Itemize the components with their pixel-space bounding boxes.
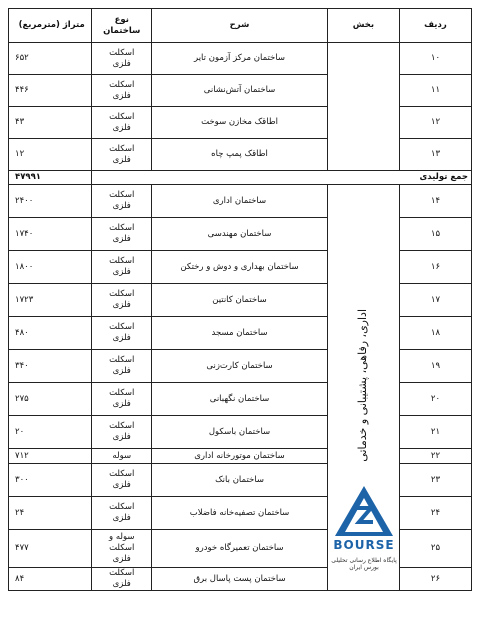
building-type-line: فلزی xyxy=(112,579,131,589)
description-cell: ساختمان باسکول xyxy=(152,416,328,449)
table-row xyxy=(9,107,472,139)
building-type-line: اسکلت xyxy=(109,143,135,154)
header-section: بخش xyxy=(327,9,399,43)
bourse-logo-mark xyxy=(329,482,399,538)
building-type-line: فلزی xyxy=(112,480,131,490)
row-number: ۲۴ xyxy=(399,497,471,530)
building-type-line: فلزی xyxy=(112,122,131,133)
building-type-line: فلزی xyxy=(112,201,131,211)
building-type-line: اسکلت xyxy=(109,543,135,553)
building-type-line: اسکلت xyxy=(109,502,135,512)
area-cell: ۴۸۰ xyxy=(9,317,92,350)
description-cell: ساختمان بانک xyxy=(152,464,328,497)
bourse-logo xyxy=(329,482,399,574)
building-type-cell xyxy=(92,383,152,416)
building-type-cell xyxy=(92,218,152,251)
table-row xyxy=(9,464,472,497)
table-row xyxy=(9,449,472,464)
building-type-line: فلزی xyxy=(112,300,131,310)
description-cell: ساختمان کانتین xyxy=(152,284,328,317)
row-number: ۱۵ xyxy=(399,218,471,251)
building-type-line: اسکلت xyxy=(109,568,135,578)
building-type-cell xyxy=(92,350,152,383)
row-number: ۱۹ xyxy=(399,350,471,383)
row-number: ۱۶ xyxy=(399,251,471,284)
area-cell: ۱۲ xyxy=(9,139,92,171)
total-label: جمع تولیدی xyxy=(92,171,472,185)
buildings-table xyxy=(8,8,472,591)
area-cell: ۷۱۲ xyxy=(9,449,92,464)
area-cell: ۴۷۷ xyxy=(9,530,92,568)
building-type-line: فلزی xyxy=(112,554,131,564)
table-row xyxy=(9,75,472,107)
logo-word: BOURSE xyxy=(333,538,395,552)
building-type-cell xyxy=(92,497,152,530)
description-cell: ساختمان مهندسی xyxy=(152,218,328,251)
table-row xyxy=(9,317,472,350)
building-type-cell xyxy=(92,43,152,75)
description-cell: ساختمان بهداری و دوش و رختکن xyxy=(152,251,328,284)
description-cell: ساختمان آتش‌نشانی xyxy=(152,75,328,107)
building-type-cell xyxy=(92,530,152,568)
description-cell: ساختمان مسجد xyxy=(152,317,328,350)
table-row xyxy=(9,530,472,568)
building-type-cell xyxy=(92,284,152,317)
building-type-line: فلزی xyxy=(112,58,131,69)
row-number: ۱۱ xyxy=(399,75,471,107)
building-type-line: اسکلت xyxy=(109,355,135,365)
row-number: ۲۳ xyxy=(399,464,471,497)
area-cell: ۲۰ xyxy=(9,416,92,449)
building-type-line: اسکلت xyxy=(109,111,135,122)
table-row xyxy=(9,350,472,383)
description-cell: ساختمان نگهبانی xyxy=(152,383,328,416)
table-row xyxy=(9,251,472,284)
building-type-line: فلزی xyxy=(112,399,131,409)
building-type-cell xyxy=(92,568,152,591)
row-number: ۱۸ xyxy=(399,317,471,350)
building-type-line: اسکلت xyxy=(109,469,135,479)
area-cell: ۳۰۰ xyxy=(9,464,92,497)
building-type-line: اسکلت xyxy=(109,190,135,200)
description-cell: ساختمان تعمیرگاه خودرو xyxy=(152,530,328,568)
row-number: ۲۲ xyxy=(399,449,471,464)
building-type-line: سوله و xyxy=(109,532,135,542)
table-row xyxy=(9,383,472,416)
description-cell: ساختمان اداری xyxy=(152,185,328,218)
building-type-line: فلزی xyxy=(112,333,131,343)
building-type-cell xyxy=(92,251,152,284)
header-description: شرح xyxy=(152,9,328,43)
area-cell: ۳۴۰ xyxy=(9,350,92,383)
logo-tagline: پایگاه اطلاع رسانی تحلیلی بورس ایران xyxy=(331,557,397,571)
section-cell xyxy=(327,43,399,171)
building-type-cell xyxy=(92,449,152,464)
header-row-number: ردیف xyxy=(399,9,471,43)
building-type-line: اسکلت xyxy=(109,322,135,332)
description-cell: ساختمان تصفیه‌خانه فاضلاب xyxy=(152,497,328,530)
table-row xyxy=(9,139,472,171)
building-type-cell xyxy=(92,107,152,139)
building-type-line: فلزی xyxy=(112,366,131,376)
building-type-line: سوله xyxy=(112,450,132,461)
table-body-top xyxy=(9,43,472,171)
table-body-bottom xyxy=(9,185,472,591)
description-cell: اطاقک مخازن سوخت xyxy=(152,107,328,139)
description-cell: ساختمان مرکز آزمون تایر xyxy=(152,43,328,75)
area-cell: ۲۴۰۰ xyxy=(9,185,92,218)
building-type-line: اسکلت xyxy=(109,79,135,90)
building-type-cell xyxy=(92,317,152,350)
row-number: ۲۰ xyxy=(399,383,471,416)
description-cell: ساختمان کارت‌زنی xyxy=(152,350,328,383)
table-header-row xyxy=(9,9,472,43)
area-cell: ۲۷۵ xyxy=(9,383,92,416)
description-cell: ساختمان پست پاسال برق xyxy=(152,568,328,591)
header-building-type: نوع ساختمان xyxy=(92,9,152,43)
row-number: ۱۷ xyxy=(399,284,471,317)
area-cell: ۲۴ xyxy=(9,497,92,530)
building-type-line: اسکلت xyxy=(109,47,135,58)
table-body-total xyxy=(9,171,472,185)
header-area: متراژ (مترمربع) xyxy=(9,9,92,43)
row-number: ۱۴ xyxy=(399,185,471,218)
table-row xyxy=(9,284,472,317)
row-number: ۲۶ xyxy=(399,568,471,591)
building-type-line: فلزی xyxy=(112,154,131,165)
building-type-cell xyxy=(92,185,152,218)
description-cell: ساختمان موتورخانه اداری xyxy=(152,449,328,464)
area-cell: ۱۸۰۰ xyxy=(9,251,92,284)
table-row xyxy=(9,497,472,530)
area-cell: ۱۷۲۳ xyxy=(9,284,92,317)
building-type-line: اسکلت xyxy=(109,289,135,299)
building-type-line: اسکلت xyxy=(109,421,135,431)
row-number: ۲۱ xyxy=(399,416,471,449)
row-number: ۱۲ xyxy=(399,107,471,139)
table-row xyxy=(9,416,472,449)
row-number: ۲۵ xyxy=(399,530,471,568)
area-cell: ۱۷۴۰ xyxy=(9,218,92,251)
section-label: اداری، رفاهی، پشتیبانی و خدماتی xyxy=(356,309,370,462)
area-cell: ۴۳ xyxy=(9,107,92,139)
row-number: ۱۰ xyxy=(399,43,471,75)
building-type-cell xyxy=(92,464,152,497)
area-cell: ۴۴۶ xyxy=(9,75,92,107)
building-type-line: فلزی xyxy=(112,513,131,523)
table-row xyxy=(9,218,472,251)
building-type-cell xyxy=(92,75,152,107)
table-row xyxy=(9,43,472,75)
total-row xyxy=(9,171,472,185)
row-number: ۱۳ xyxy=(399,139,471,171)
building-type-line: اسکلت xyxy=(109,256,135,266)
area-cell: ۸۴ xyxy=(9,568,92,591)
building-type-line: فلزی xyxy=(112,234,131,244)
building-type-line: اسکلت xyxy=(109,388,135,398)
building-type-cell xyxy=(92,416,152,449)
total-area: ۴۷۹۹۱ xyxy=(9,171,92,185)
table-row xyxy=(9,185,472,218)
building-type-line: فلزی xyxy=(112,267,131,277)
building-type-cell xyxy=(92,139,152,171)
building-type-line: فلزی xyxy=(112,432,131,442)
area-cell: ۶۵۲ xyxy=(9,43,92,75)
building-type-line: فلزی xyxy=(112,90,131,101)
building-type-line: اسکلت xyxy=(109,223,135,233)
description-cell: اطاقک پمپ چاه xyxy=(152,139,328,171)
table-row xyxy=(9,568,472,591)
